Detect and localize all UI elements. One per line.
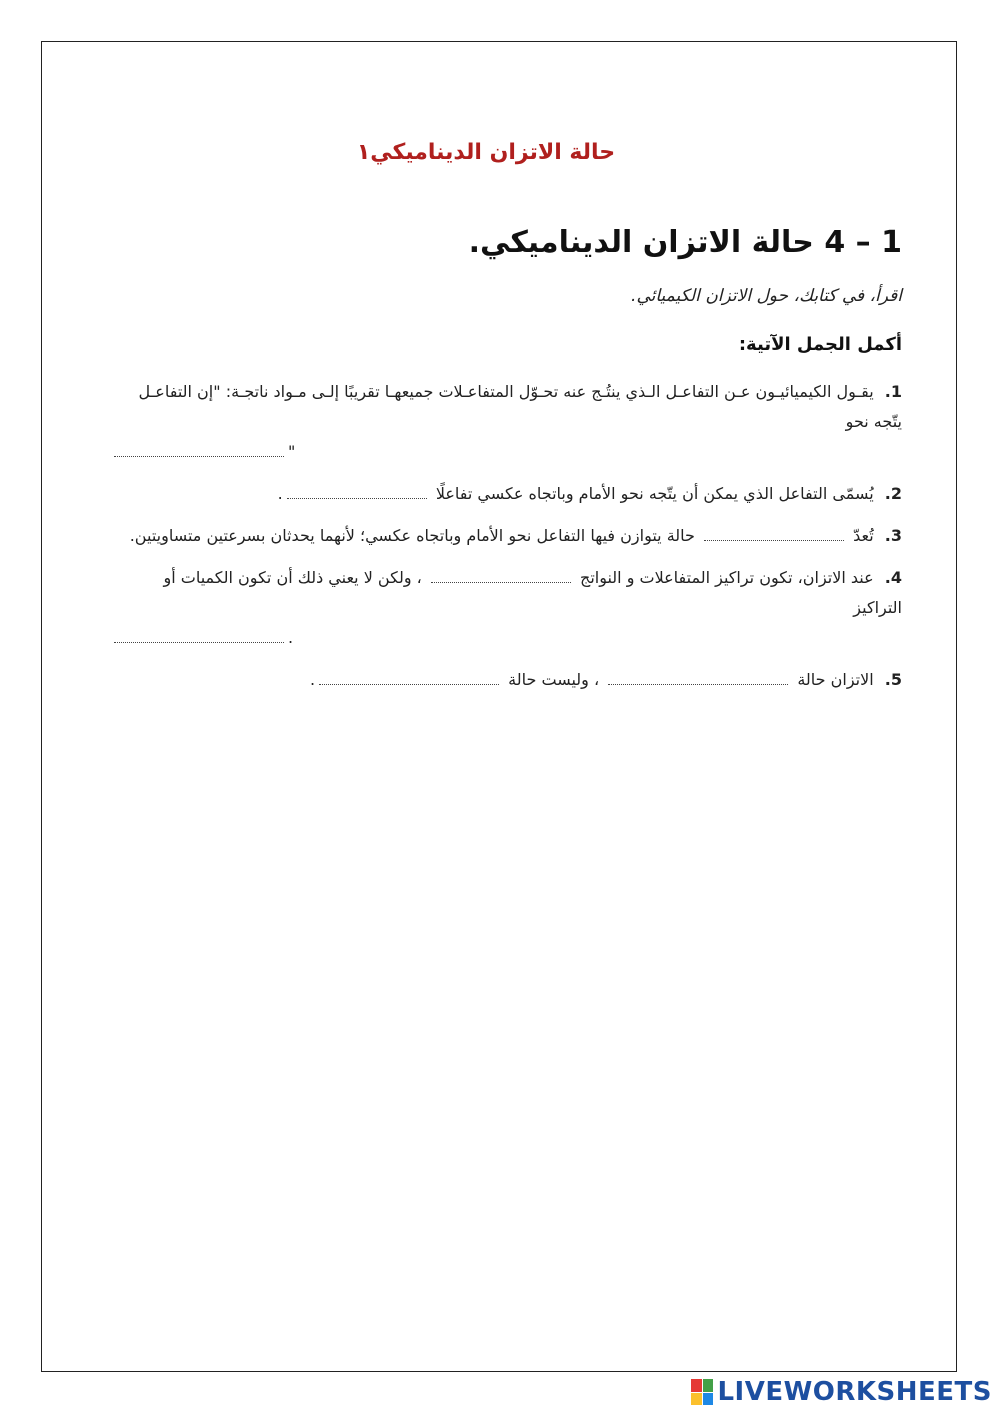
brand-name: LIVEWORKSHEETS xyxy=(717,1377,992,1407)
question-text: يُسمّى التفاعل الذي يمكن أن يتّجه نحو الأمام وباتجاه عكسي تفاعلًا xyxy=(435,484,874,503)
question-text: . xyxy=(277,484,283,503)
question-number: 5. xyxy=(884,670,902,689)
question-text: عند الاتزان، تكون تراكيز المتفاعلات و النواتج xyxy=(579,568,874,587)
answer-blank-1[interactable] xyxy=(114,438,284,457)
answer-blank-5a[interactable] xyxy=(608,666,788,685)
question-text: تُعدّ xyxy=(853,526,874,545)
intro-text: اقرأ، في كتابك، حول الاتزان الكيميائي. xyxy=(631,286,902,306)
question-number: 3. xyxy=(884,526,902,545)
liveworksheets-logo-icon xyxy=(691,1379,713,1405)
question-2 xyxy=(110,479,902,509)
question-text: . xyxy=(288,628,294,647)
question-text: ، وليست حالة xyxy=(508,670,600,689)
worksheet-content xyxy=(110,130,902,711)
answer-blank-2[interactable] xyxy=(287,480,427,499)
question-4 xyxy=(110,563,902,653)
question-text: يقـول الكيميائيـون عـن التفاعـل الـذي ينتُـج عنه تحـوّل المتفاعـلات جميعهـا تقريبًا إلـى مـواد ناتجـة: "إن التفاعـل يتّجه نحو xyxy=(138,382,902,431)
instruction-text: أكمل الجمل الآتية: xyxy=(738,334,902,355)
question-number: 2. xyxy=(884,484,902,503)
question-number: 4. xyxy=(884,568,902,587)
question-text: ، ولكن لا يعني ذلك أن تكون الكميات أو التراكيز xyxy=(163,568,902,617)
answer-blank-4a[interactable] xyxy=(431,564,571,583)
question-text: . xyxy=(309,670,316,689)
section-heading: 1 – 4 حالة الاتزان الديناميكي. xyxy=(468,225,902,260)
answer-blank-5b[interactable] xyxy=(319,666,499,685)
answer-blank-4b[interactable] xyxy=(114,624,284,643)
question-text: حالة يتوازن فيها التفاعل نحو الأمام وباتجاه عكسي؛ لأنهما يحدثان بسرعتين متساويتين. xyxy=(129,526,695,545)
worksheet-title: حالة الاتزان الديناميكي١ xyxy=(356,140,616,165)
question-3 xyxy=(110,521,902,551)
answer-line xyxy=(110,623,902,653)
question-text: الاتزان حالة xyxy=(797,670,874,689)
liveworksheets-branding[interactable] xyxy=(691,1377,992,1407)
question-5 xyxy=(110,665,902,695)
answer-blank-3[interactable] xyxy=(704,522,844,541)
question-number: 1. xyxy=(884,382,902,401)
questions-list xyxy=(110,377,902,695)
question-1 xyxy=(110,377,902,467)
answer-line xyxy=(110,437,902,467)
question-text: " xyxy=(288,442,296,461)
